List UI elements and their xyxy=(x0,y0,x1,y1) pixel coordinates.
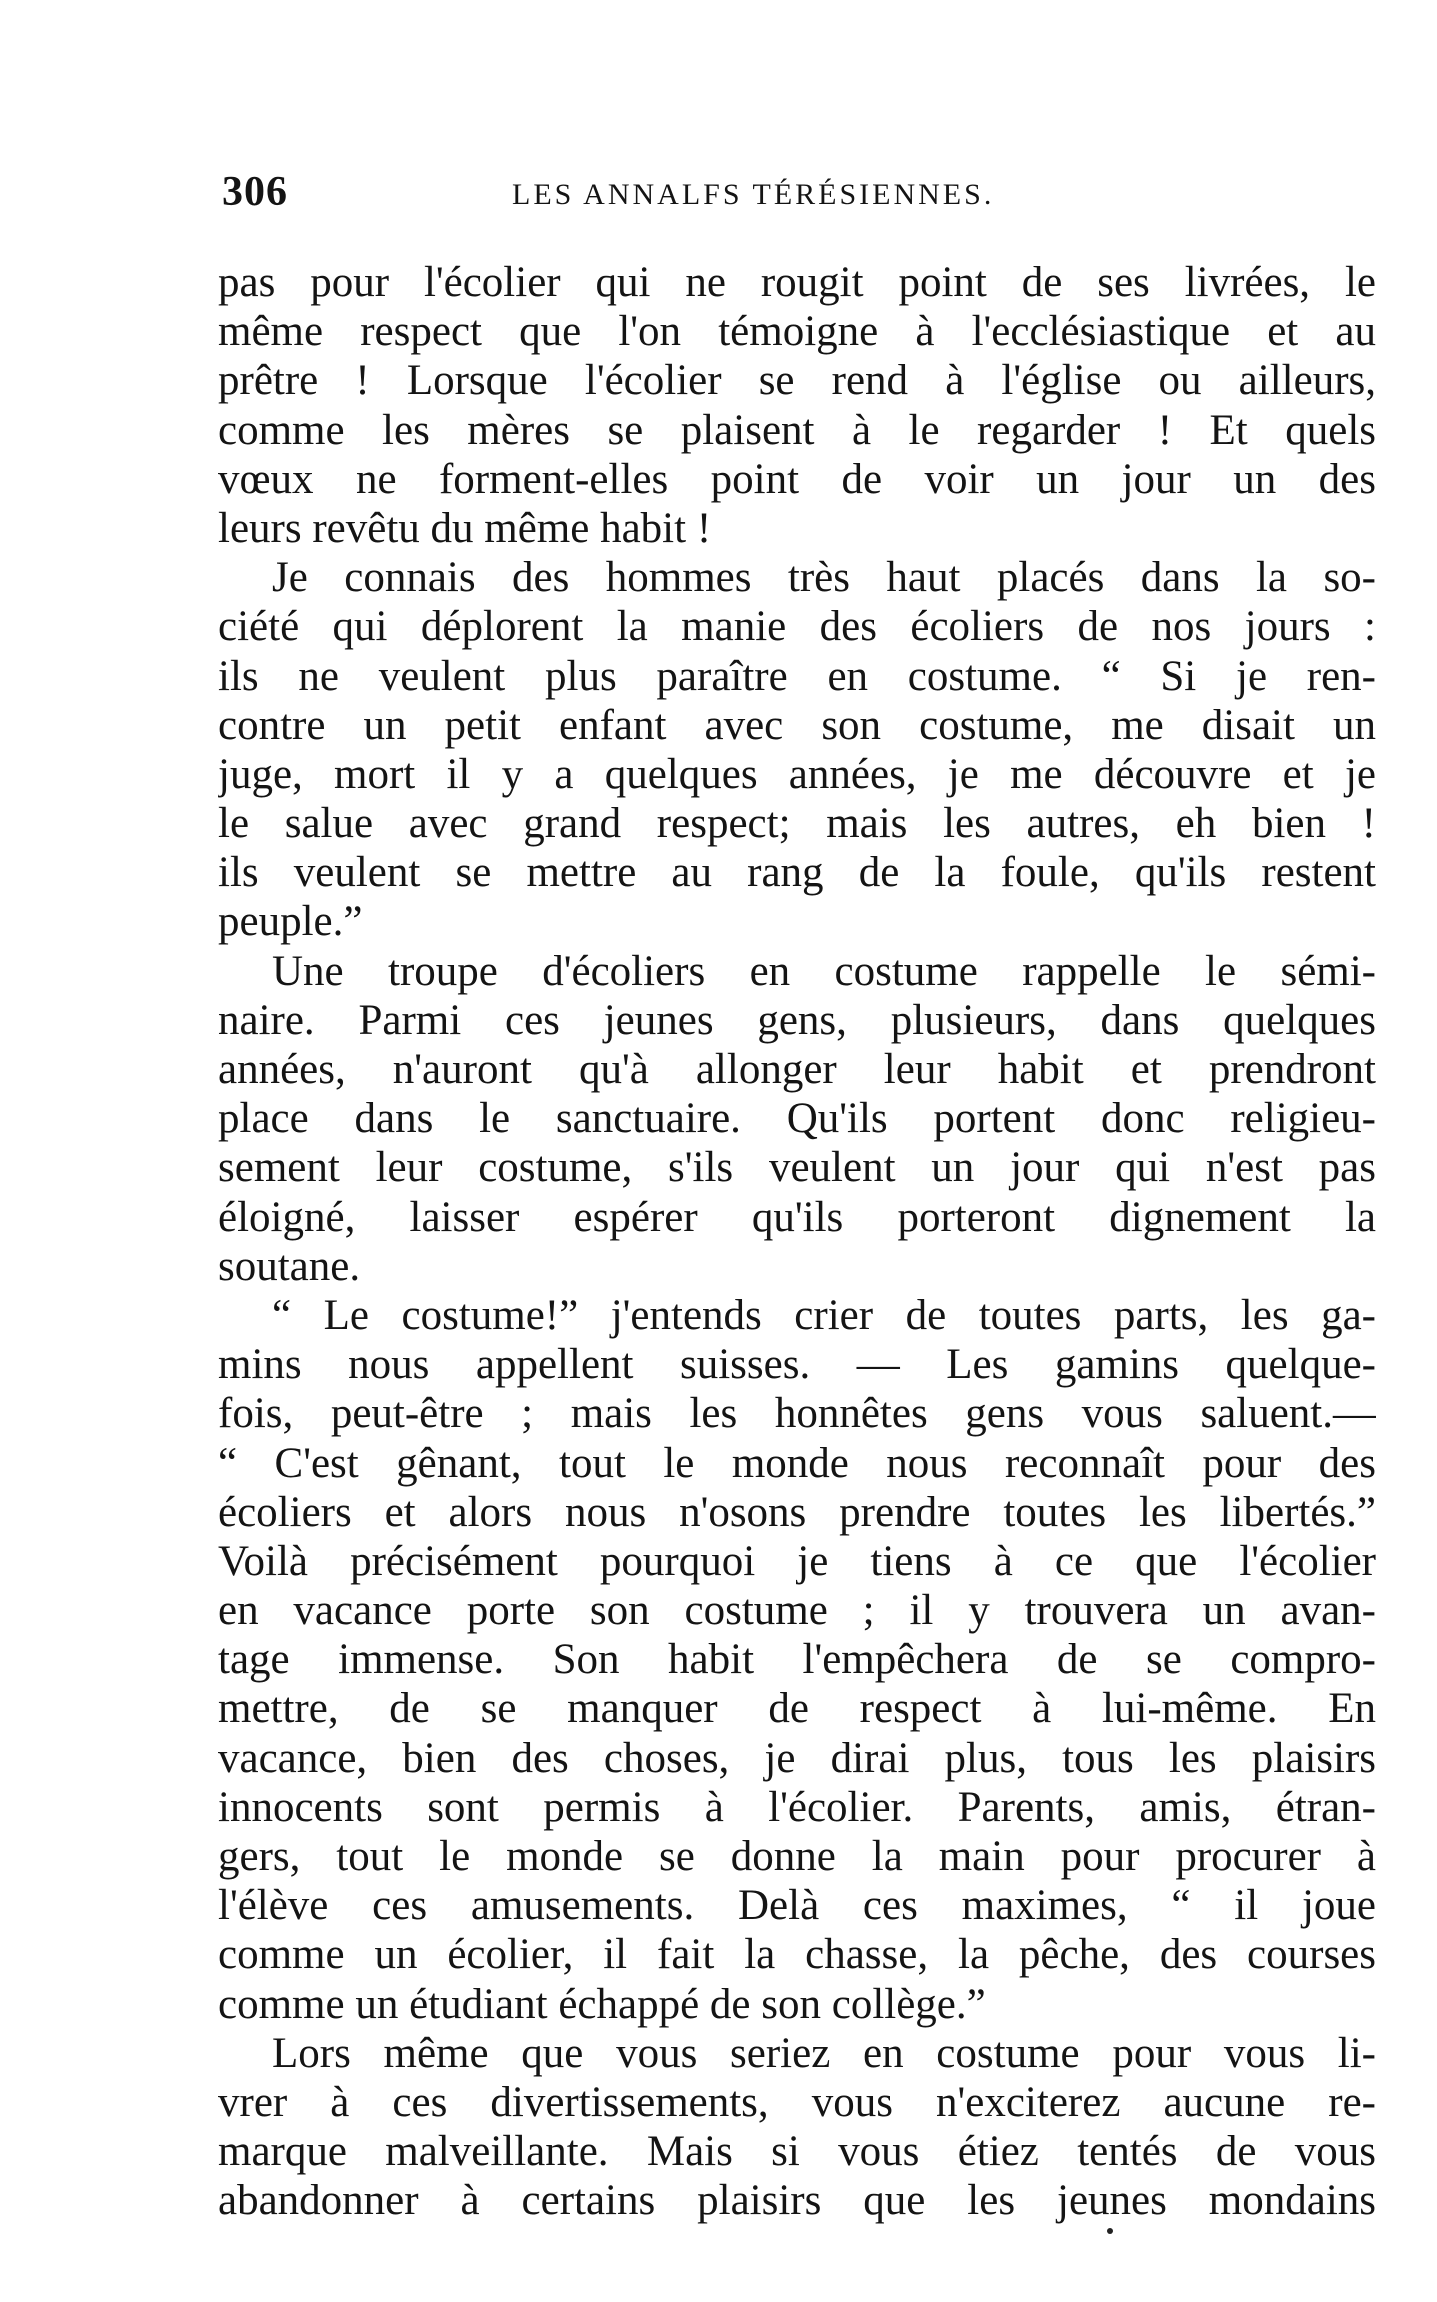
text-line: mettre, de se manquer de respect à lui-même. En xyxy=(218,1685,1376,1733)
text-line: tage immense. Son habit l'empêchera de se compro- xyxy=(218,1636,1376,1684)
text-line: gers, tout le monde se donne la main pour procurer à xyxy=(218,1833,1376,1880)
text-line: Une troupe d'écoliers en costume rappelle le sémi- xyxy=(272,947,1376,995)
text-line: l'élève ces amusements. Delà ces maximes, “ il joue xyxy=(218,1882,1376,1930)
text-line: leurs revêtu du même habit ! xyxy=(218,504,712,552)
text-line: “ Le costume!” j'entends crier de toutes parts, les ga- xyxy=(272,1291,1376,1339)
text-line: comme un étudiant échappé de son collège.” xyxy=(218,1980,986,2028)
text-line: comme les mères se plaisent à le regarder ! Et quels xyxy=(218,406,1376,454)
text-line: Voilà précisément pourquoi je tiens à ce que l'écolier xyxy=(218,1537,1376,1585)
text-line: éloigné, laisser espérer qu'ils porteront dignement la xyxy=(218,1193,1376,1241)
text-line: Je connais des hommes très haut placés dans la so- xyxy=(272,554,1376,602)
text-line: innocents sont permis à l'écolier. Parents, amis, étran- xyxy=(218,1783,1376,1831)
text-line: même respect que l'on témoigne à l'ecclésiastique et au xyxy=(218,308,1376,356)
text-line: naire. Parmi ces jeunes gens, plusieurs, dans quelques xyxy=(218,996,1376,1044)
text-line: place dans le sanctuaire. Qu'ils portent donc religieu- xyxy=(218,1095,1376,1143)
text-line: prêtre ! Lorsque l'écolier se rend à l'église ou ailleurs, xyxy=(218,357,1376,405)
text-line: vœux ne forment-elles point de voir un jour un des xyxy=(218,455,1376,503)
text-line: vacance, bien des choses, je dirai plus, tous les plaisirs xyxy=(218,1734,1376,1782)
text-line: pas pour l'écolier qui ne rougit point de ses livrées, le xyxy=(218,259,1376,306)
page-header xyxy=(222,168,1092,224)
text-line: comme un écolier, il fait la chasse, la pêche, des courses xyxy=(218,1931,1376,1979)
text-line: ils veulent se mettre au rang de la foule, qu'ils restent xyxy=(218,849,1376,897)
text-line: Lors même que vous seriez en costume pour vous li- xyxy=(272,2029,1376,2077)
text-line: ciété qui déplorent la manie des écoliers de nos jours : xyxy=(218,603,1376,651)
text-line: peuple.” xyxy=(218,898,363,946)
text-line: abandonner à certains plaisirs que les jeunes mondains xyxy=(218,2177,1376,2225)
text-line: vrer à ces divertissements, vous n'exciterez aucune re- xyxy=(218,2078,1376,2126)
text-line: fois, peut-être ; mais les honnêtes gens vous saluent.— xyxy=(218,1390,1376,1438)
ink-speck xyxy=(1107,2228,1113,2234)
text-line: ils ne veulent plus paraître en costume. “ Si je ren- xyxy=(218,652,1376,700)
text-line: en vacance porte son costume ; il y trouvera un avan- xyxy=(218,1587,1376,1635)
running-title: LES ANNALFS TÉRÉSIENNES. xyxy=(512,178,995,211)
text-line: le salue avec grand respect; mais les autres, eh bien ! xyxy=(218,800,1376,848)
text-line: soutane. xyxy=(218,1242,361,1290)
text-line: marque malveillante. Mais si vous étiez tentés de vous xyxy=(218,2128,1376,2176)
text-line: années, n'auront qu'à allonger leur habit et prendront xyxy=(218,1046,1376,1093)
page-number: 306 xyxy=(222,169,288,215)
text-line: “ C'est gênant, tout le monde nous reconnaît pour des xyxy=(218,1439,1376,1487)
body-text xyxy=(218,258,1376,2226)
text-line: juge, mort il y a quelques années, je me découvre et je xyxy=(218,750,1376,798)
text-line: sement leur costume, s'ils veulent un jour qui n'est pas xyxy=(218,1144,1376,1192)
text-line: contre un petit enfant avec son costume, me disait un xyxy=(218,701,1376,749)
text-line: écoliers et alors nous n'osons prendre toutes les libertés.” xyxy=(218,1488,1376,1536)
text-line: mins nous appellent suisses. — Les gamins quelque- xyxy=(218,1341,1376,1389)
